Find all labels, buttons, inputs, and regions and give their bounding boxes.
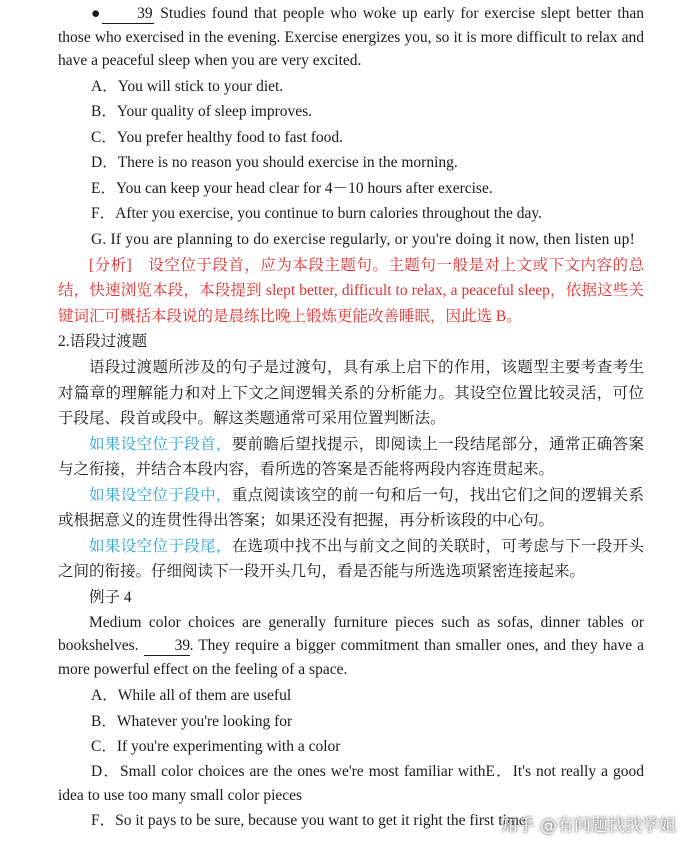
option-b: B．Whatever you're looking for	[91, 712, 293, 730]
answer-blank: 39	[102, 5, 154, 24]
section-heading: 2.语段过渡题	[58, 333, 148, 351]
passage-after: . They require a bigger commitment than smaller ones, and they have a more powerful effect on the feeling of a space.	[58, 637, 644, 678]
tip-text: 要前瞻后望找提示，即阅读上一段结尾部分，通常正确答案与之衔接，并结合本段内容，看所选的答案是否能将两段内容连贯起来。	[58, 435, 644, 479]
tip-text: 在选项中找不出与前文之间的关联时，可考虑与下一段开头之间的衔接。仔细阅读下一段开头几句，看是否能与所选选项紧密连接起来。	[58, 537, 644, 581]
tip-middle	[58, 483, 644, 534]
analysis: [分析] 设空位于段首，应为本段主题句。主题句一般是对上文或下文内容的总结，快速浏览本段，本段提到 slept better, difficult to relax, a peaceful sleep，依据这些关键词汇可概括本段说的是晨练比晚上锻炼更能改善睡眠，因此选 B。	[58, 256, 644, 325]
watermark: 知乎 @有问题找找学姐	[500, 816, 676, 836]
option-d: D．There is no reason you should exercise in the morning.	[91, 154, 458, 172]
option-c: C．If you're experimenting with a color	[91, 738, 341, 756]
option-a: A．While all of them are useful	[91, 687, 292, 705]
stem-line1: Studies found that people who woke up early for exercise slept better than	[160, 5, 645, 22]
tip-label: 如果设空位于段首，	[89, 435, 232, 453]
example-passage	[58, 611, 644, 682]
tip-label: 如果设空位于段中，	[89, 486, 232, 504]
tip-text: 重点阅读该空的前一句和后一句，找出它们之间的逻辑关系或根据意义的连贯性得出答案；如果还没有把握，再分析该段的中心句。	[58, 486, 644, 530]
option-e: E．You can keep your head clear for 4－10 hours after exercise.	[91, 179, 493, 197]
tip-start	[58, 432, 644, 483]
option-a: A．You will stick to your diet.	[91, 77, 284, 95]
option-b: B．Your quality of sleep improves.	[91, 103, 313, 121]
stem-rest: those who exercised in the evening. Exercise energizes you, so it is more difficult to relax and have a peaceful sleep when you are very excited.	[58, 28, 644, 69]
q39-stem	[58, 2, 644, 73]
document-page	[58, 0, 644, 834]
option-c: C．You prefer healthy food to fast food.	[91, 128, 343, 146]
passage-before: Medium color choices are generally furniture pieces such as sofas, dinner tables or bookshelves.	[58, 613, 644, 655]
option-g: G. If you are planning to do exercise regularly, or you're doing it now, then listen up!	[91, 231, 635, 249]
section-intro: 语段过渡题所涉及的句子是过渡句，具有承上启下的作用，该题型主要考查考生对篇章的理解能力和对上下文之间逻辑关系的分析能力。其设空位置比较灵活，可位于段尾、段首或段中。解这类题通常可采用位置判断法。	[58, 359, 644, 428]
bullet: ●	[91, 5, 103, 22]
tip-label: 如果设空位于段尾，	[89, 537, 232, 555]
option-f: F．So it pays to be sure, because you want to get it right the first time	[91, 811, 526, 829]
option-f: F．After you exercise, you continue to burn calories throughout the day.	[91, 205, 542, 223]
q39-options	[58, 74, 644, 253]
example-label: 例子 4	[89, 588, 132, 606]
option-d-e: D．Small color choices are the ones we're most familiar withE．It's not really a good idea to use too many small color pieces	[58, 762, 644, 804]
answer-blank: 39	[144, 637, 190, 656]
tip-end	[58, 534, 644, 585]
